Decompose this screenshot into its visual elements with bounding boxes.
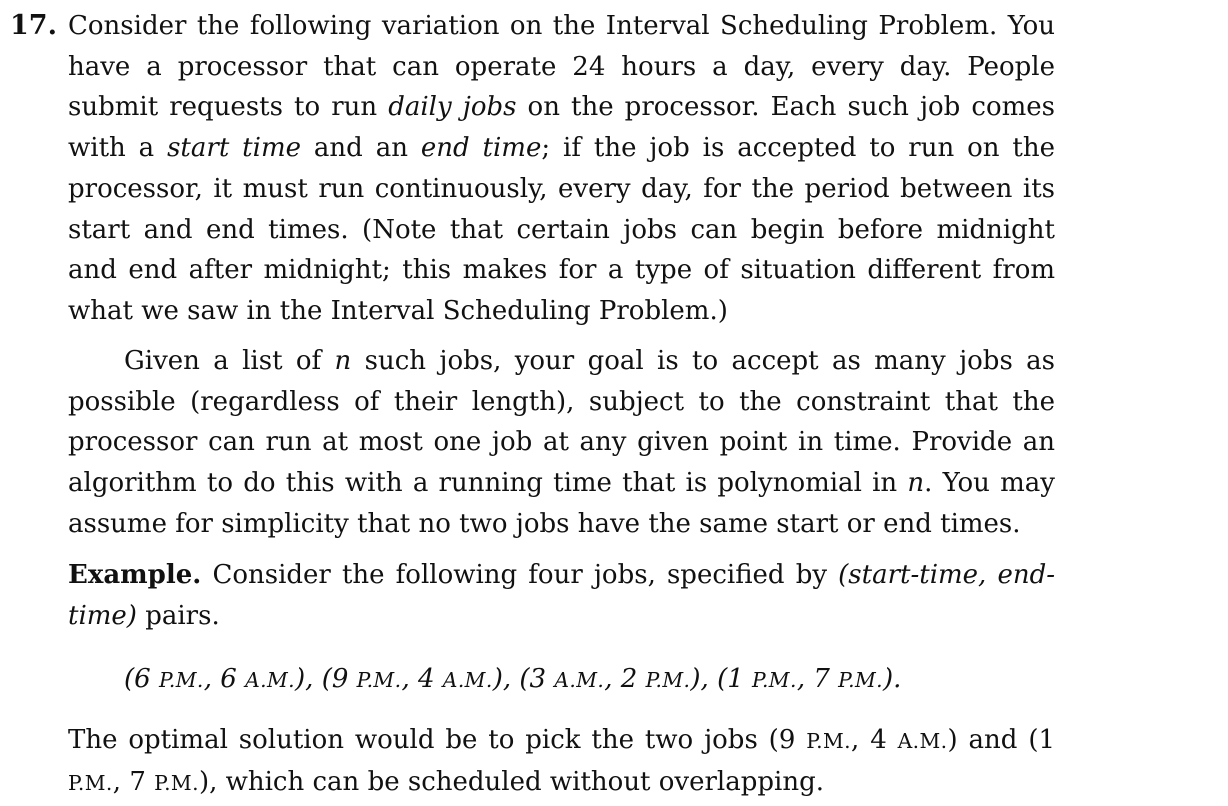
- text-run: pairs.: [136, 600, 220, 631]
- job-3-end-unit: P.M.: [645, 668, 691, 692]
- job-3-start-unit: A.M.: [554, 668, 605, 692]
- text-run: . You may assume for simplicity that no two jobs have the same start or end times.: [68, 468, 1055, 539]
- text-run: and an: [300, 133, 421, 164]
- example-job-list: (6 P.M., 6 A.M.), (9 P.M., 4 A.M.), (3 A.M., 2 P.M.), (1 P.M., 7 P.M.).: [124, 664, 902, 694]
- job-1-end-unit: A.M.: [245, 668, 296, 692]
- job-2-start-unit: P.M.: [356, 668, 402, 692]
- text-run: , 7: [112, 766, 155, 797]
- problem-paragraph-1: [68, 6, 1055, 332]
- example-paragraph: [68, 555, 1055, 636]
- text-run: Consider the following variation on the Interval Scheduling Problem. You have a processor that can operate 24 hours a day, every day. People submit requests to run: [68, 11, 1055, 123]
- job-1-end: 6: [220, 664, 237, 694]
- job-1-start: 6: [134, 664, 151, 694]
- solution-paragraph: [68, 720, 1055, 803]
- text-run: ) and (1: [947, 725, 1056, 755]
- text-run: The optimal solution would be to pick the two jobs (9: [68, 725, 807, 755]
- problem-paragraph-2: [68, 341, 1055, 545]
- job-3-end: 2: [620, 664, 638, 694]
- job-4-end-unit: P.M.: [838, 668, 883, 692]
- emphasis-start-end-pair: (start-time, end-time): [68, 560, 1056, 631]
- job-2-start: 9: [331, 664, 349, 694]
- time-unit: P.M.: [806, 729, 852, 753]
- job-4-start-unit: P.M.: [752, 668, 797, 692]
- text-run: on the processor. Each such job comes with a: [68, 92, 1055, 164]
- text-run: ; if the job is accepted to run on the processor, it must run continuously, every day, for the period between its start and end times. (Note that certain jobs can begin before midnight and end after midnight; this makes for a type of situation different from what we saw in the Interval Scheduling Problem.): [68, 133, 1055, 326]
- text-run: Consider the following four jobs, specified by: [201, 560, 839, 590]
- text-run: such jobs, your goal is to accept as many jobs as possible (regardless of their length), subject to the constraint that the processor can run at most one job at any given point in time. Provide an algorithm to do this with a running time that is polynomial in: [68, 346, 1055, 499]
- job-4-start: 1: [727, 664, 744, 694]
- example-label: Example.: [68, 560, 202, 590]
- job-2-end: 4: [417, 664, 435, 694]
- emphasis-start-time: start time: [167, 133, 301, 164]
- problem-number: 17.: [10, 10, 57, 41]
- time-unit: P.M.: [154, 770, 199, 795]
- time-unit: A.M.: [897, 729, 948, 753]
- text-run: Given a list of: [124, 346, 335, 376]
- variable-n: n: [334, 346, 352, 376]
- text-run: , 4: [851, 725, 898, 755]
- job-3-start: 3: [529, 664, 547, 694]
- job-4-end: 7: [813, 664, 830, 694]
- variable-n: n: [907, 468, 925, 499]
- emphasis-end-time: end time: [420, 133, 542, 164]
- emphasis-daily-jobs: daily jobs: [388, 92, 517, 123]
- time-unit: P.M.: [68, 770, 113, 795]
- job-2-end-unit: A.M.: [442, 668, 493, 692]
- text-run: ), which can be scheduled without overlapping.: [198, 766, 825, 797]
- job-1-start-unit: P.M.: [158, 668, 204, 692]
